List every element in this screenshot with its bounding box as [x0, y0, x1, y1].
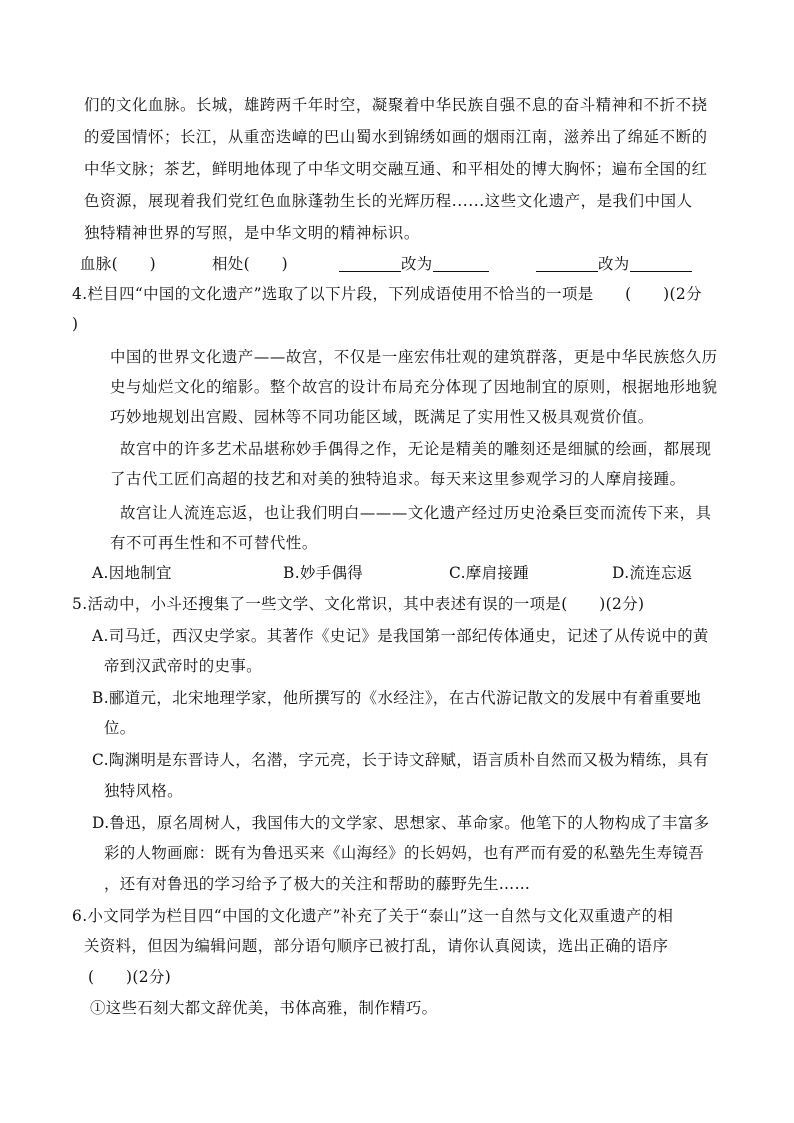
option-d-continued: 彩的人物画廊：既有为鲁迅买来《山海经》的长妈妈，也有严而有爱的私塾先生寿镜吾 — [104, 844, 705, 862]
option-a[interactable]: A.司马迁，西汉史学家。其著作《史记》是我国第一部纪传体通史，记述了从传说中的黄 — [92, 627, 709, 645]
fill-correction-2 — [536, 257, 692, 272]
question-5-stem: 5.活动中，小斗还搜集了一些文学、文化常识，其中表述有误的一项是( )(2分) — [72, 595, 645, 613]
question-4-passage-line: 了古代工匠们高超的技艺和对美的独特追求。每天来这里参观学习的人摩肩接踵。 — [110, 470, 686, 488]
passage-line: 色资源，展现着我们党红色血脉蓬勃生长的光辉历程......这些文化遗产，是我们中国人 — [84, 192, 693, 210]
question-4-stem-tail: ) — [72, 315, 79, 333]
change-label: 改为 — [401, 255, 433, 273]
option-b[interactable]: B.妙手偶得 — [283, 564, 364, 582]
option-c[interactable]: C.陶渊明是东晋诗人，名潜，字元亮，长于诗文辞赋，语言质朴自然而又极为精练，具有 — [92, 751, 709, 769]
question-4-passage-line: 中国的世界文化遗产——故宫，不仅是一座宏伟壮观的建筑群落，更是中华民族悠久历 — [110, 348, 718, 366]
question-4-passage-line: 故宫让人流连忘返，也让我们明白———文化遗产经过历史沧桑巨变而流传下来，具 — [120, 504, 712, 522]
answer-blank[interactable] — [339, 257, 401, 272]
question-6-stem: ( )(2分) — [88, 968, 172, 986]
option-d-continued: ，还有对鲁迅的学习给予了极大的关注和帮助的藤野先生…… — [104, 875, 531, 893]
question-4-passage-line: 有不可再生性和不可替代性。 — [110, 534, 318, 552]
answer-blank[interactable] — [536, 257, 598, 272]
option-d[interactable]: D.鲁迅，原名周树人，我国伟大的文学家、思想家、革命家。他笔下的人物构成了丰富多 — [92, 814, 710, 832]
question-6-stem: 6.小文同学为栏目四“中国的文化遗产”补充了关于“泰山”这一自然与文化双重遗产的相 — [72, 907, 674, 925]
answer-blank[interactable] — [630, 257, 692, 272]
change-label: 改为 — [598, 255, 630, 273]
answer-blank[interactable] — [433, 257, 489, 272]
passage-line: 独特精神世界的写照，是中华文明的精神标识。 — [84, 224, 420, 242]
question-4-stem: 4.栏目四“中国的文化遗产”选取了以下片段，下列成语使用不恰当的一项是 ( )(2分 — [72, 285, 702, 303]
option-a-continued: 帝到汉武帝时的史事。 — [104, 657, 262, 675]
option-b[interactable]: B.郦道元，北宋地理学家，他所撰写的《水经注》，在古代游记散文的发展中有着重要地 — [92, 689, 702, 707]
passage-line: 中华文脉；茶艺，鲜明地体现了中华文明交融互通、和平相处的博大胸怀；遍布全国的红 — [84, 160, 708, 178]
question-6-stem: 关资料，但因为编辑问题，部分语句顺序已被打乱，请你认真阅读，选出正确的语序 — [84, 937, 669, 955]
fill-correction-1 — [339, 257, 489, 272]
question-4-passage-line: 巧妙地规划出宫殿、园林等不同功能区域，既满足了实用性又极具观赏价值。 — [110, 408, 654, 426]
passage-line: 们的文化血脉。长城，雄跨两千年时空，凝聚着中华民族自强不息的奋斗精神和不折不挠 — [84, 96, 708, 114]
option-d[interactable]: D.流连忘返 — [612, 564, 693, 582]
question-4-passage-line: 史与灿烂文化的缩影。整个故宫的设计布局充分体现了因地制宜的原则，根据地形地貌 — [110, 378, 718, 396]
question-4-passage-line: 故宫中的许多艺术品堪称妙手偶得之作，无论是精美的雕刻还是细腻的绘画，都展现 — [120, 440, 712, 458]
fill-item-1: 血脉( ) — [80, 255, 156, 273]
option-a[interactable]: A.因地制宜 — [92, 564, 172, 582]
fill-item-2: 相处( ) — [212, 255, 288, 273]
option-c-continued: 独特风格。 — [104, 782, 183, 800]
option-b-continued: 位。 — [104, 719, 136, 737]
option-c[interactable]: C.摩肩接踵 — [449, 564, 530, 582]
sentence-item-1: ①这些石刻大都文辞优美，书体高雅，制作精巧。 — [90, 999, 438, 1017]
passage-line: 的爱国情怀；长江，从重峦迭嶂的巴山蜀水到锦绣如画的烟雨江南，滋养出了绵延不断的 — [84, 128, 708, 146]
